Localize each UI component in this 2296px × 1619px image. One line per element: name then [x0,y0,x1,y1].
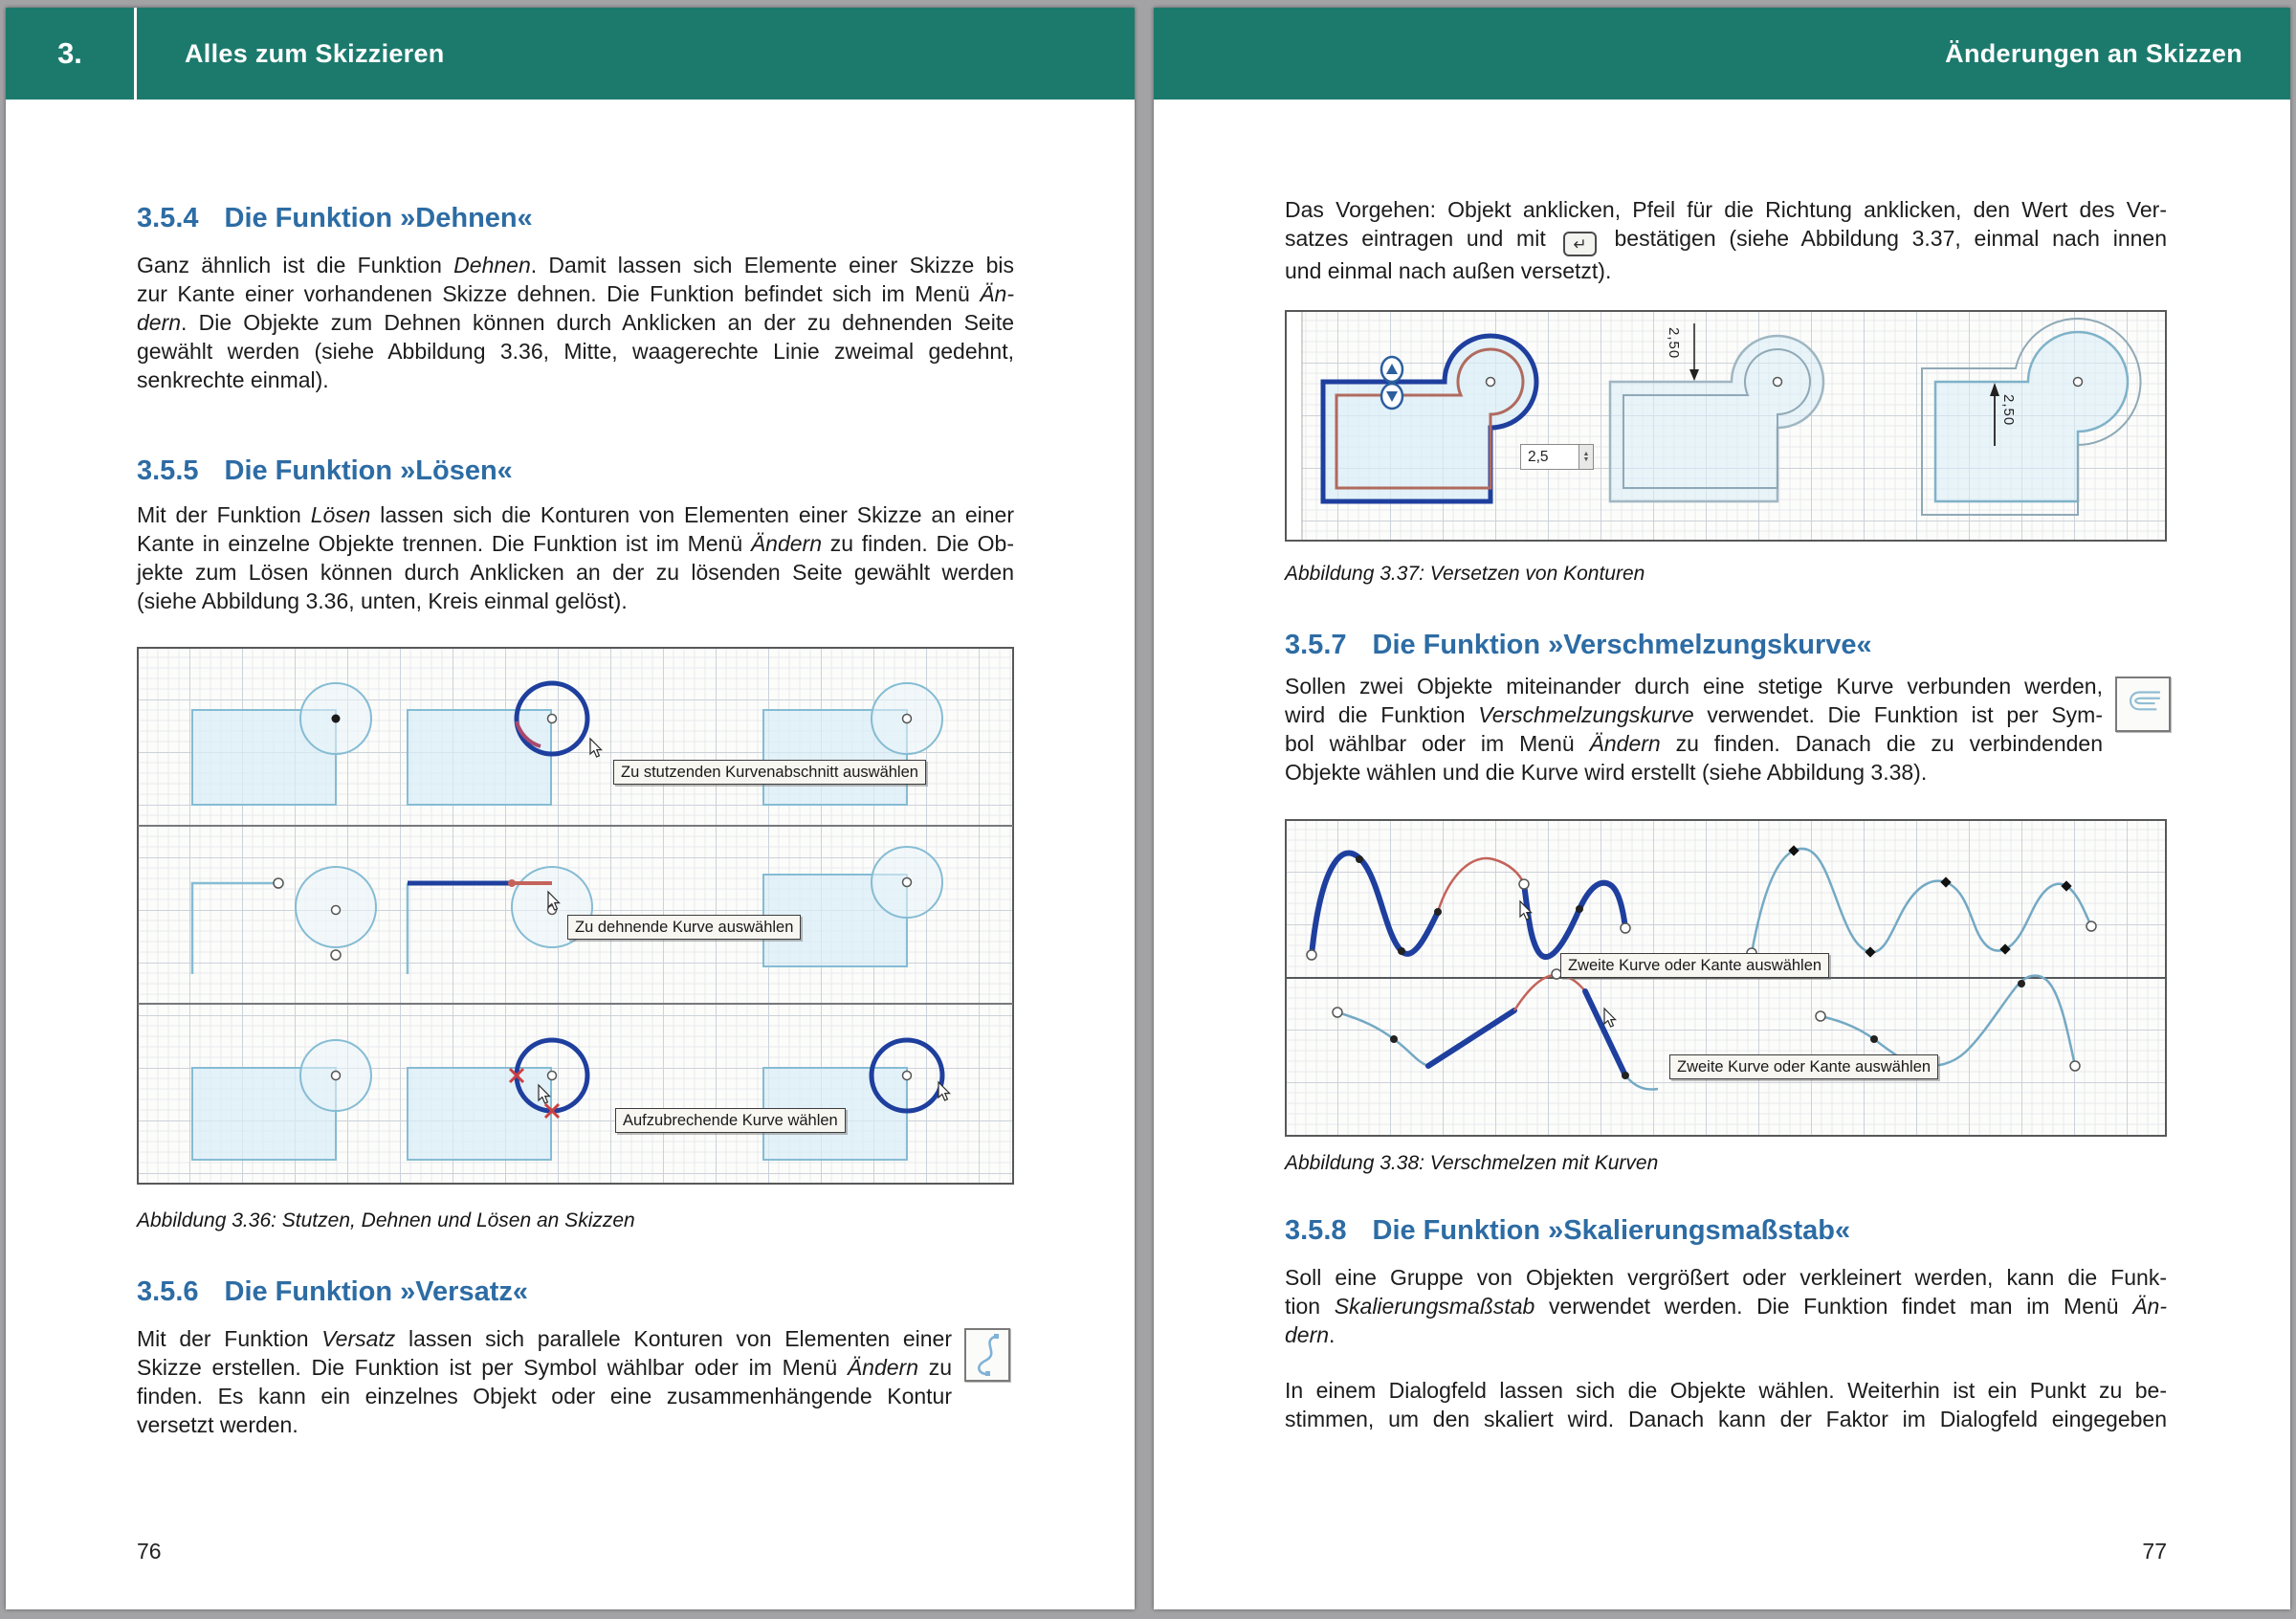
text-line: versetzt werden. [137,1412,298,1437]
running-head: Änderungen an Skizzen [1945,38,2242,68]
section-number: 3.5.6 [137,1276,199,1307]
text-line: zur Kante einer vorhandenen Skizze dehnen. Die Funktion befindet sich im Menü Än- [137,281,1014,306]
section-title: Die Funktion »Versatz« [224,1276,528,1307]
text-line: satzes eintragen und mit ↵ bestätigen (siehe Abbildung 3.37, einmal nach innen [1285,224,2167,256]
offset-value: 2,5 [1520,444,1579,470]
offset-curve-icon [964,1328,1010,1382]
section-title: Die Funktion »Dehnen« [224,203,533,233]
page-number-left: 76 [137,1539,162,1564]
header-bar-left [6,8,1135,100]
text-line: dern. Die Objekte zum Dehnen können durch Anklicken an der zu dehnenden Seite [137,310,1014,335]
section-number: 3.5.5 [137,455,199,486]
text-line: wird die Funktion Verschmelzungskurve verwendet. Die Funktion ist per Sym- [1285,702,2103,727]
dimension-label-inner: 2,50 [1666,327,1682,360]
text-line: jekte zum Lösen können durch Anklicken an der zu lösenden Seite gewählt werden [137,560,1014,585]
text-line: tion Skalierungsmaßstab verwendet werden. Die Funktion findet man im Menü Än- [1285,1294,2167,1319]
figure-caption-338: Abbildung 3.38: Verschmelzen mit Kurven [1285,1152,1659,1174]
text-line: Das Vorgehen: Objekt anklicken, Pfeil für die Richtung anklicken, den Wert des Ver- [1285,197,2167,222]
section-title: Die Funktion »Verschmelzungskurve« [1372,630,1872,660]
section-heading-357 [1285,630,1872,661]
text-line: stimmen, um den skaliert wird. Danach kann der Faktor im Dialogfeld eingegeben [1285,1407,2167,1431]
figure-caption-337: Abbildung 3.37: Versetzen von Konturen [1285,563,1645,585]
spinner-arrows-icon: ▲ ▼ [1579,444,1594,470]
paragraph-356 [137,1324,952,1439]
header-bar-right [1154,8,2290,100]
paragraph-354 [137,251,1014,394]
sketch-grid-canvas [1285,310,2167,542]
paragraph-357 [1285,672,2103,787]
paragraph-355 [137,500,1014,615]
figure-3-38 [1285,819,2167,1137]
text-line: dern. [1285,1322,1336,1347]
text-line: (siehe Abbildung 3.36, unten, Kreis einmal gelöst). [137,588,628,613]
offset-value-input [1520,444,1594,470]
paragraph-357-block [1285,672,2167,787]
paragraph-358a [1285,1263,2167,1349]
text-line: Soll eine Gruppe von Objekten vergrößert oder verkleinert werden, kann die Funk- [1285,1265,2167,1290]
tooltip-extend: Zu dehnende Kurve auswählen [567,915,801,940]
tooltip-blend-top: Zweite Kurve oder Kante auswählen [1560,953,1829,978]
paragraph-358b [1285,1376,2167,1433]
page-right [1154,8,2290,1609]
section-number: 3.5.8 [1285,1215,1347,1246]
figure-3-37 [1285,310,2167,542]
section-heading-355 [137,455,513,487]
text-line: Sollen zwei Objekte miteinander durch eine stetige Kurve verbunden werden, [1285,674,2103,699]
chapter-number: 3. [6,8,137,100]
enter-key-icon: ↵ [1563,232,1596,256]
text-line: Ganz ähnlich ist die Funktion Dehnen. Damit lassen sich Elemente einer Skizze bis [137,253,1014,277]
text-line: Kante in einzelne Objekte trennen. Die Funktion ist im Menü Ändern zu finden. Die Ob- [137,531,1014,556]
section-heading-354 [137,203,533,234]
blend-curve-icon [2115,676,2171,732]
section-number: 3.5.4 [137,203,199,233]
text-line: gewählt werden (siehe Abbildung 3.36, Mitte, waagerechte Linie zweimal gedehnt, [137,339,1014,364]
text-line: Skizze erstellen. Die Funktion ist per Symbol wählbar oder im Menü Ändern zu [137,1355,952,1380]
text-line: Mit der Funktion Versatz lassen sich parallele Konturen von Elementen einer [137,1326,952,1351]
figure-3-36 [137,647,1014,1185]
tooltip-trim: Zu stutzenden Kurvenabschnitt auswählen [613,760,926,785]
text-line: Objekte wählen und die Kurve wird erstellt (siehe Abbildung 3.38). [1285,760,1928,785]
page-number-right: 77 [2142,1539,2167,1564]
text-line: Mit der Funktion Lösen lassen sich die Konturen von Elementen einer Skizze an einer [137,502,1014,527]
figure-caption-336: Abbildung 3.36: Stutzen, Dehnen und Lösen an Skizzen [137,1209,635,1231]
text-line: finden. Es kann ein einzelnes Objekt oder eine zusammenhängende Kontur [137,1384,952,1408]
section-title: Die Funktion »Skalierungsmaßstab« [1372,1215,1851,1246]
page-left [6,8,1135,1609]
paragraph-356-block [137,1324,1014,1439]
section-heading-358 [1285,1215,1850,1247]
text-line: bol wählbar oder im Menü Ändern zu finden. Danach die zu verbindenden [1285,731,2104,756]
tooltip-break: Aufzubrechende Kurve wählen [615,1108,846,1133]
section-title: Die Funktion »Lösen« [224,455,513,486]
section-heading-356 [137,1276,528,1308]
chapter-title: Alles zum Skizzieren [185,38,445,68]
text-line: senkrechte einmal). [137,367,329,392]
text-line: In einem Dialogfeld lassen sich die Objekte wählen. Weiterhin ist ein Punkt zu be- [1285,1378,2167,1403]
tooltip-blend-bottom: Zweite Kurve oder Kante auswählen [1669,1054,1938,1079]
sketch-grid-canvas [1285,819,2167,1137]
section-number: 3.5.7 [1285,630,1347,660]
dimension-label-outer: 2,50 [2000,394,2017,427]
text-line: und einmal nach außen versetzt). [1285,258,1612,283]
paragraph-intro [1285,195,2167,285]
